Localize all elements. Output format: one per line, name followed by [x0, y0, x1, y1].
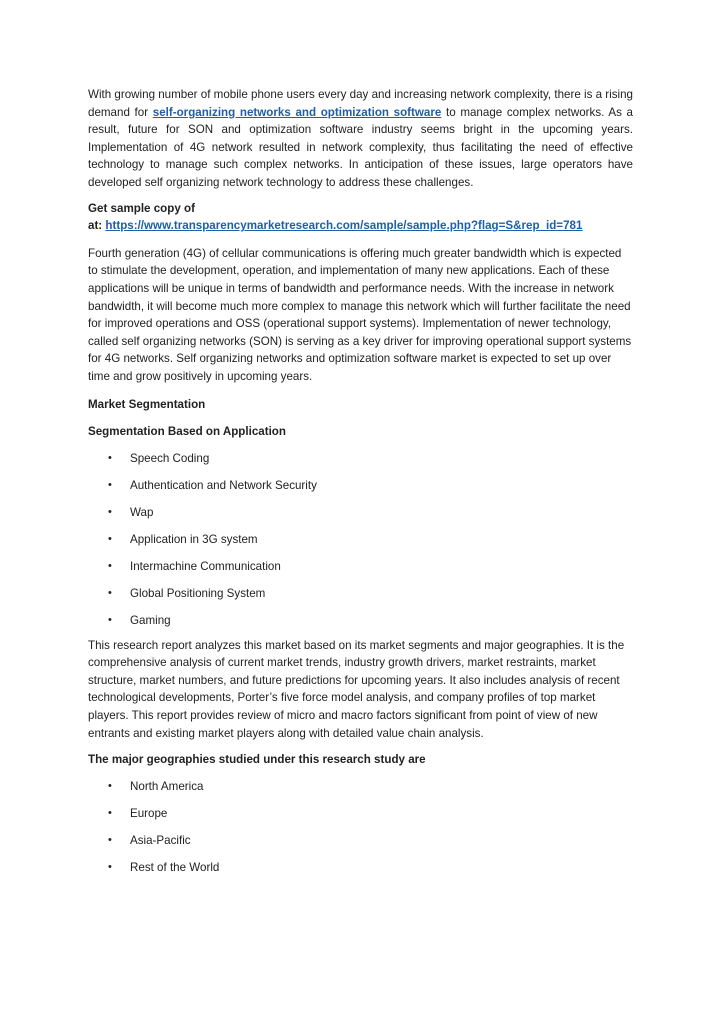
- list-item: [88, 832, 633, 850]
- list-item-label: Intermachine Communication: [130, 560, 281, 574]
- list-item-label: Global Positioning System: [130, 587, 266, 600]
- bullet-icon: •: [108, 587, 112, 599]
- list-item: [88, 778, 633, 796]
- bullet-icon: •: [108, 452, 112, 465]
- list-item-label: Application in 3G system: [130, 533, 258, 547]
- application-segmentation-subheading: Segmentation Based on Application: [88, 425, 286, 439]
- list-item-label: Europe: [130, 807, 168, 821]
- list-item: [88, 558, 633, 576]
- list-item-label: North America: [130, 780, 204, 794]
- report-analysis-paragraph: This research report analyzes this market based on its market segments and major geographies. It is the comprehensive analysis of current market trends, industry growth drivers, market restraints, market structure, market numbers, and future predictions for upcoming years. It also includes analysis of recent technological developments, Porter’s five force model analysis, and company profiles of top market players. This report provides review of micro and macro factors significant from point of view of new entrants and existing market players along with detailed value chain analysis.: [88, 638, 625, 740]
- bullet-icon: •: [108, 560, 112, 573]
- sample-copy-prefix: at:: [88, 219, 106, 233]
- bullet-icon: •: [108, 780, 112, 793]
- list-item: [88, 805, 633, 823]
- bullet-icon: •: [108, 834, 112, 847]
- sample-copy-url-line: [88, 217, 633, 235]
- bullet-icon: •: [108, 807, 112, 820]
- list-item: [88, 859, 633, 877]
- geographies-list: [88, 778, 633, 877]
- application-list: [88, 450, 633, 630]
- son-software-link[interactable]: self-organizing networks and optimization software: [152, 105, 442, 119]
- list-item-label: Rest of the World: [130, 861, 220, 875]
- intro-text-before-link: With growing number of mobile phone users every day and increasing network complexity, there is a rising demand for: [88, 88, 633, 119]
- bullet-icon: •: [108, 533, 112, 546]
- sample-copy-block: [88, 200, 633, 235]
- sample-copy-heading: Get sample copy of: [88, 201, 195, 215]
- fourth-generation-paragraph: Fourth generation (4G) of cellular communications is offering much greater bandwidth which is expected to stimulate the development, operation, and implementation of many new applications. Each of these applications will be unique in terms of bandwidth and performance needs. With the increase in network bandwidth, it will become much more complex to manage this network which will further facilitate the need for improved operations and OSS (operational support systems). Implementation of newer technology, called self organizing networks (SON) is serving as a key driver for improving operational support systems for 4G networks. Self organizing networks and optimization software market is expected to set up over time and grow positively in upcoming years.: [88, 246, 632, 383]
- intro-paragraph: [88, 86, 633, 192]
- list-item: [88, 477, 633, 495]
- sample-copy-link[interactable]: https://www.transparencymarketresearch.com/sample/sample.php?flag=S&rep_id=781: [105, 219, 583, 233]
- list-item: [88, 531, 633, 549]
- bullet-icon: •: [108, 613, 112, 626]
- list-item-label: Asia-Pacific: [130, 834, 191, 848]
- bullet-icon: •: [108, 861, 112, 874]
- list-item-label: Wap: [130, 506, 154, 520]
- bullet-icon: •: [108, 479, 112, 492]
- list-item-label: Speech Coding: [130, 452, 210, 466]
- list-item-label: Gaming: [130, 613, 171, 627]
- list-item: [88, 450, 633, 468]
- list-item: [88, 585, 633, 603]
- bullet-icon: •: [108, 506, 112, 519]
- list-item: [88, 612, 633, 630]
- market-segmentation-heading: Market Segmentation: [88, 397, 206, 411]
- list-item-label: Authentication and Network Security: [130, 479, 317, 493]
- intro-text-after-link: to manage complex networks. As a result, future for SON and optimization software industry seems bright in the upcoming years. Implementation of 4G network resulted in network complexity, thus facilitating the need of effective technology to manage such complex networks. In anticipation of these issues, large operators have developed self organizing network technology to address these challenges.: [88, 105, 633, 189]
- list-item: [88, 504, 633, 522]
- geographies-heading: The major geographies studied under this research study are: [88, 753, 426, 767]
